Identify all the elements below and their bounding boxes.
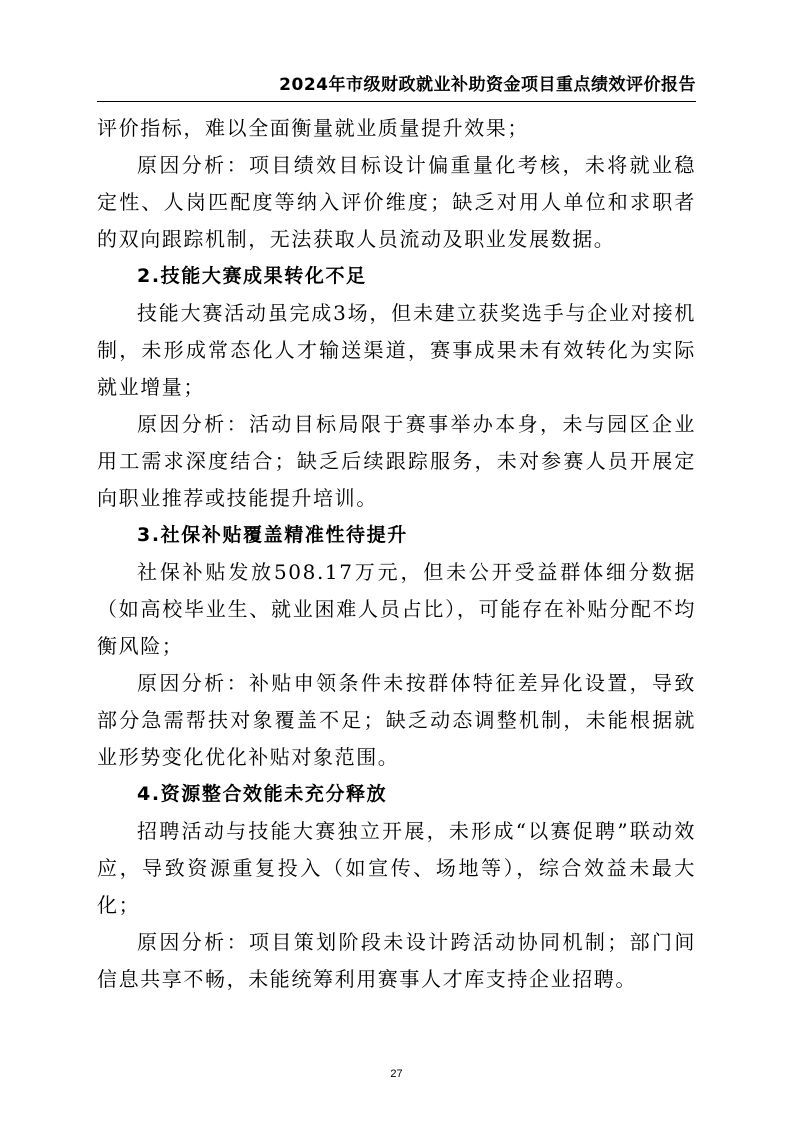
- paragraph: 社保补贴发放508.17万元，但未公开受益群体细分数据（如高校毕业生、就业困难人员占比），可能存在补贴分配不均衡风险；: [97, 560, 696, 658]
- section-heading: 4.资源整合效能未充分释放: [137, 783, 388, 805]
- paragraph: 招聘活动与技能大赛独立开展，未形成“以赛促聘”联动效应，导致资源重复投入（如宣传、场地等），综合效益未最大化；: [97, 819, 696, 917]
- page-number: 27: [390, 1068, 403, 1080]
- header-divider: [97, 101, 696, 102]
- paragraph: 技能大赛活动虽完成3场，但未建立获奖选手与企业对接机制，未形成常态化人才输送渠道，赛事成果未有效转化为实际就业增量；: [97, 301, 696, 399]
- page-header-title: 2024年市级财政就业补助资金项目重点绩效评价报告: [279, 75, 696, 95]
- paragraph: 原因分析：补贴申领条件未按群体特征差异化设置，导致部分急需帮扶对象覆盖不足；缺乏动态调整机制，未能根据就业形势变化优化补贴对象范围。: [97, 671, 696, 769]
- section-heading: 2.技能大赛成果转化不足: [137, 265, 367, 287]
- paragraph: 原因分析：项目策划阶段未设计跨活动协同机制；部门间信息共享不畅，未能统筹利用赛事人才库支持企业招聘。: [97, 930, 696, 991]
- document-body: [97, 110, 696, 998]
- paragraph: 原因分析：活动目标局限于赛事举办本身，未与园区企业用工需求深度结合；缺乏后续跟踪服务，未对参赛人员开展定向职业推荐或技能提升培训。: [97, 412, 696, 510]
- section-heading: 3.社保补贴覆盖精准性待提升: [137, 524, 408, 546]
- paragraph: 原因分析：项目绩效目标设计偏重量化考核，未将就业稳定性、人岗匹配度等纳入评价维度；缺乏对用人单位和求职者的双向跟踪机制，无法获取人员流动及职业发展数据。: [97, 153, 696, 251]
- paragraph: 评价指标，难以全面衡量就业质量提升效果；: [97, 116, 529, 140]
